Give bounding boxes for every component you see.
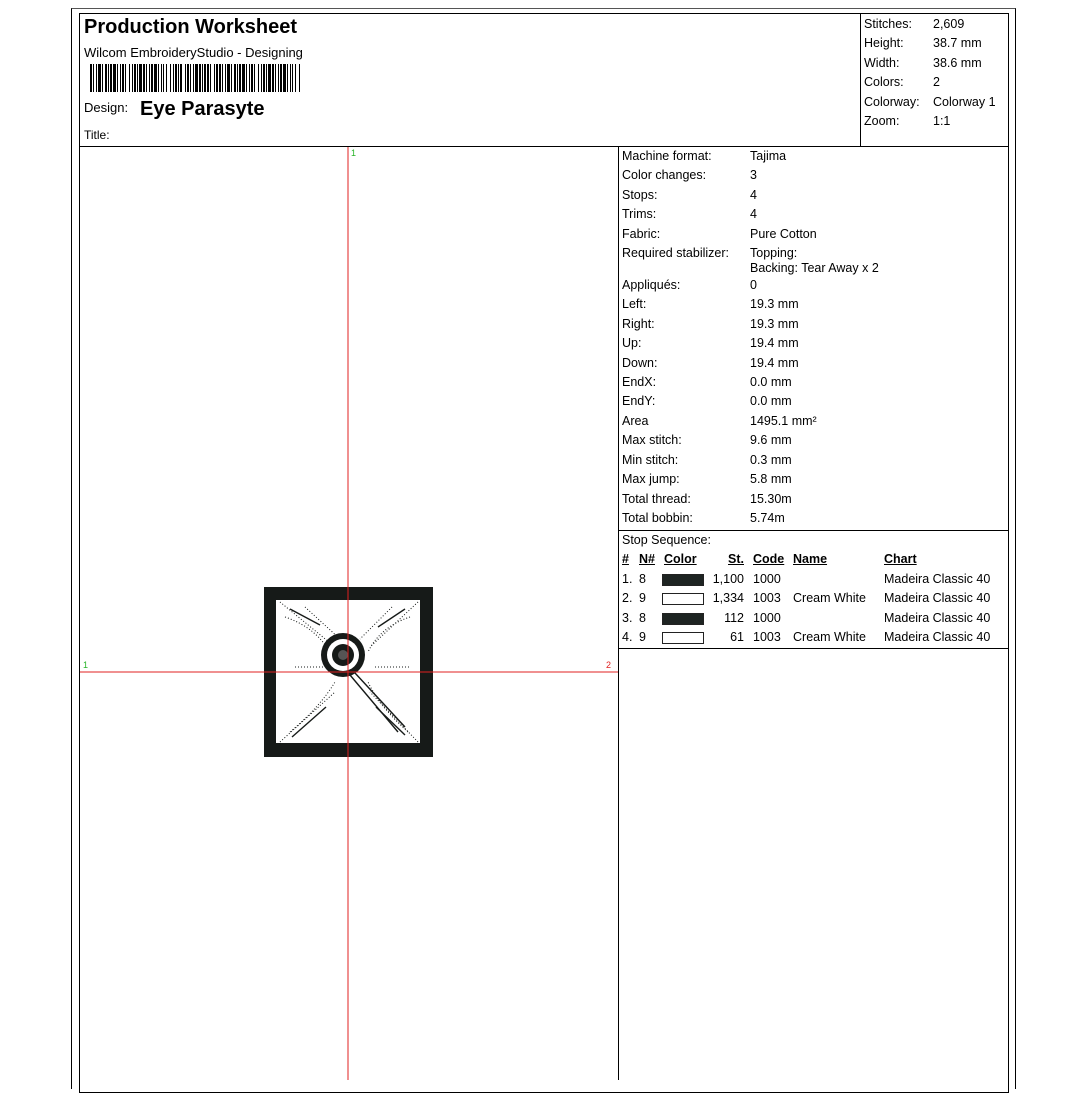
stop-name: Cream White [793, 630, 866, 644]
stop-code: 1000 [753, 571, 781, 586]
summary-row [864, 73, 1009, 92]
software-name: Wilcom EmbroideryStudio - Designing [84, 45, 303, 60]
detail-row [622, 451, 1008, 470]
stop-sequence [622, 531, 1008, 647]
detail-value: 0 [750, 278, 757, 293]
stop-name: Cream White [793, 591, 866, 606]
stop-number: 1. [622, 571, 633, 586]
detail-label: Min stitch: [622, 452, 679, 467]
column-header-name: Name [793, 552, 828, 567]
stop-chart: Madeira Classic 40 [884, 571, 991, 586]
detail-value: 5.74m [750, 510, 785, 525]
stop-chart: Madeira Classic 40 [884, 610, 991, 625]
color-swatch [662, 574, 704, 586]
detail-value: 0.0 mm [750, 375, 792, 390]
design-name: Eye Parasyte [140, 98, 265, 120]
stop-needle: 8 [639, 610, 646, 625]
stop-stitches: 1,334 [712, 591, 744, 606]
detail-row [622, 470, 1008, 489]
detail-row [622, 166, 1008, 185]
detail-label: Total thread: [622, 491, 691, 506]
detail-label: Fabric: [622, 226, 661, 241]
summary-row [864, 93, 1009, 112]
detail-value: 19.3 mm [750, 316, 799, 331]
detail-value: Pure Cotton [750, 226, 817, 241]
stop-stitches: 112 [724, 610, 744, 625]
design-label: Design: [84, 100, 129, 115]
detail-row [622, 315, 1008, 334]
stop-code: 1003 [753, 630, 781, 644]
summary-row [864, 54, 1009, 73]
detail-row [622, 205, 1008, 224]
detail-row [622, 431, 1008, 450]
detail-label: Appliqués: [622, 278, 681, 293]
summary-value: 38.6 mm [933, 55, 982, 70]
detail-value: 19.4 mm [750, 355, 799, 370]
detail-value: 9.6 mm [750, 433, 792, 448]
stop-chart: Madeira Classic 40 [884, 591, 991, 606]
axis-marker-left: 1 [83, 660, 89, 670]
detail-label: Color changes: [622, 168, 707, 183]
detail-label: Required stabilizer: [622, 246, 729, 261]
summary-label: Colorway: [864, 94, 920, 109]
color-swatch [662, 613, 704, 625]
summary-value: 1:1 [933, 114, 951, 129]
summary-label: Width: [864, 55, 900, 70]
detail-label: Max stitch: [622, 433, 682, 448]
summary-label: Colors: [864, 75, 904, 90]
stop-number: 2. [622, 591, 633, 606]
detail-row [622, 373, 1008, 392]
column-header-chart: Chart [884, 552, 917, 567]
detail-value: 19.3 mm [750, 297, 799, 312]
design-preview-canvas [80, 147, 618, 1080]
color-swatch [662, 593, 704, 605]
stop-sequence-divider [618, 648, 1009, 649]
detail-row [622, 509, 1008, 528]
detail-value: 0.3 mm [750, 452, 792, 467]
stop-code: 1003 [753, 591, 781, 606]
detail-label: Stops: [622, 187, 658, 202]
detail-label: EndY: [622, 394, 656, 409]
detail-label: Trims: [622, 207, 657, 222]
detail-row [622, 412, 1008, 431]
column-header-num: # [622, 552, 629, 567]
detail-row [622, 186, 1008, 205]
detail-row [622, 295, 1008, 314]
summary-label: Height: [864, 36, 904, 51]
summary-value: 2,609 [933, 17, 965, 31]
detail-value: 0.0 mm [750, 394, 792, 409]
stop-stitches: 61 [730, 630, 744, 644]
detail-row [622, 392, 1008, 411]
detail-row [622, 147, 1008, 166]
detail-row [622, 334, 1008, 353]
detail-value: 5.8 mm [750, 472, 792, 487]
detail-label: Max jump: [622, 472, 680, 487]
stop-needle: 9 [639, 630, 646, 644]
stop-number: 3. [622, 610, 633, 625]
detail-label: Machine format: [622, 149, 712, 163]
summary-value: 38.7 mm [933, 36, 982, 51]
detail-row [622, 244, 1008, 276]
page-title: Production Worksheet [84, 16, 297, 38]
color-swatch [662, 632, 704, 644]
stop-sequence-title: Stop Sequence: [622, 533, 711, 547]
detail-value: Topping: Backing: Tear Away x 2 [750, 246, 879, 276]
detail-row [622, 354, 1008, 373]
design-summary [864, 15, 1009, 131]
stop-needle: 8 [639, 571, 646, 586]
column-header-needle: N# [639, 552, 655, 567]
stop-code: 1000 [753, 610, 781, 625]
column-header-code: Code [753, 552, 785, 567]
detail-label: Left: [622, 297, 647, 312]
summary-row [864, 112, 1009, 131]
stop-number: 4. [622, 630, 633, 644]
axis-marker-top: 1 [351, 148, 357, 158]
detail-value: 4 [750, 187, 757, 202]
detail-value: 15.30m [750, 491, 792, 506]
design-details [622, 147, 1008, 528]
column-header-stitches: St. [728, 552, 744, 567]
stop-needle: 9 [639, 591, 646, 606]
detail-label: Right: [622, 316, 655, 331]
detail-row [622, 276, 1008, 295]
stop-stitches: 1,100 [712, 571, 744, 586]
detail-label: EndX: [622, 375, 657, 390]
summary-value: Colorway 1 [933, 94, 996, 109]
worksheet-header [84, 14, 604, 146]
column-divider [618, 146, 619, 1080]
detail-label: Total bobbin: [622, 510, 693, 525]
stop-sequence-table [622, 550, 1008, 647]
summary-label: Zoom: [864, 114, 900, 129]
detail-value: 3 [750, 168, 757, 183]
column-header-color: Color [664, 552, 697, 567]
detail-value: 4 [750, 207, 757, 222]
axis-marker-right: 2 [606, 660, 612, 670]
detail-row [622, 490, 1008, 509]
stop-chart: Madeira Classic 40 [884, 630, 991, 644]
detail-value: Tajima [750, 149, 787, 163]
summary-value: 2 [933, 75, 940, 90]
detail-label: Up: [622, 336, 642, 351]
summary-row [864, 34, 1009, 53]
detail-value: 1495.1 mm² [750, 413, 817, 428]
summary-row [864, 15, 1009, 34]
detail-row [622, 225, 1008, 244]
summary-label: Stitches: [864, 17, 912, 31]
title-label: Title: [84, 128, 110, 142]
detail-value: 19.4 mm [750, 336, 799, 351]
detail-label: Area [622, 413, 649, 428]
detail-label: Down: [622, 355, 658, 370]
header-divider [860, 13, 861, 146]
